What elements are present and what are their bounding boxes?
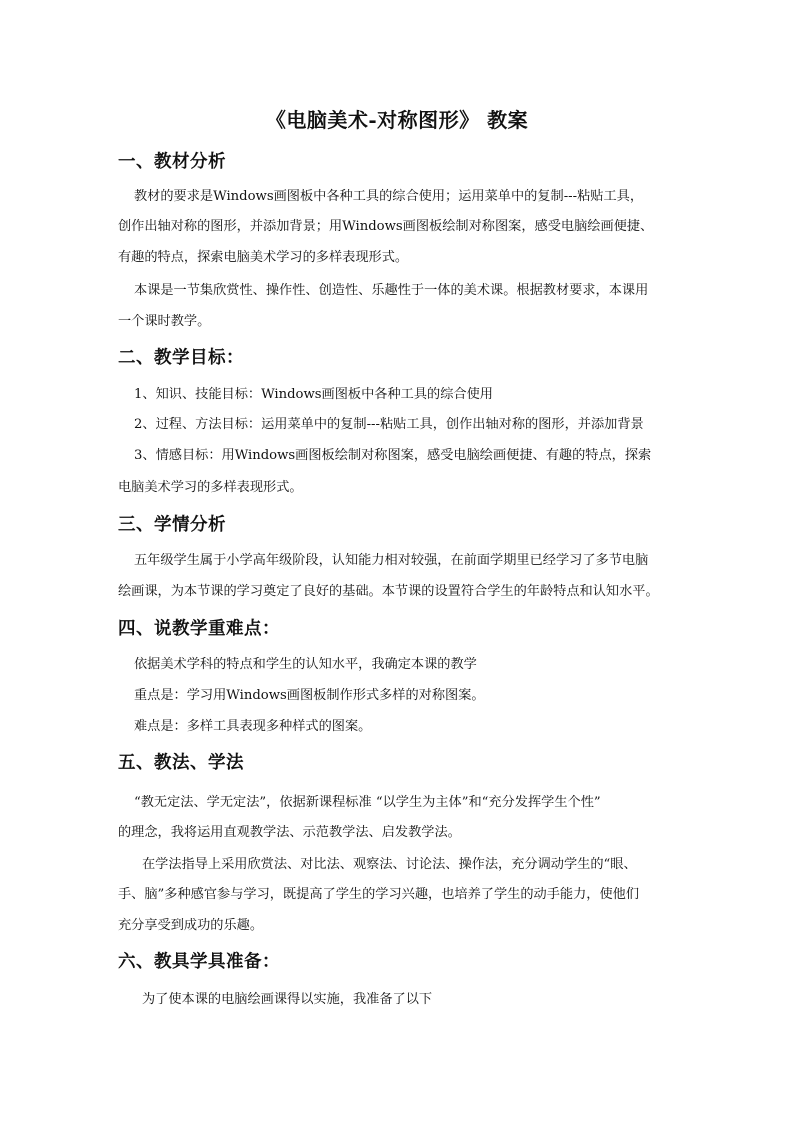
paragraph-line: 有趣的特点，探索电脑美术学习的多样表现形式。 — [118, 250, 409, 265]
section-heading-6: 六、教具学具准备： — [118, 952, 280, 972]
paragraph-line: 五年级学生属于小学高年级阶段，认知能力相对较强，在前面学期里已经学习了多节电脑 — [134, 553, 649, 568]
section-heading-5: 五、教法、学法 — [118, 753, 244, 773]
paragraph-line: 难点是：多样工具表现多种样式的图案。 — [134, 719, 372, 734]
paragraph-line: 为了使本课的电脑绘画课得以实施，我准备了以下 — [142, 992, 433, 1007]
document-title: 《电脑美术-对称图形》 教案 — [265, 108, 529, 132]
paragraph-line: 在学法指导上采用欣赏法、对比法、观察法、讨论法、操作法，充分调动学生的“眼、 — [142, 857, 637, 872]
paragraph-line: 创作出轴对称的图形，并添加背景；用Windows画图板绘制对称图案，感受电脑绘画便捷、 — [118, 219, 654, 234]
section-heading-3: 三、学情分析 — [118, 515, 226, 535]
paragraph-line: 重点是：学习用Windows画图板制作形式多样的对称图案。 — [134, 688, 485, 703]
paragraph-line: 依据美术学科的特点和学生的认知水平，我确定本课的教学 — [134, 657, 477, 672]
paragraph-line: 电脑美术学习的多样表现形式。 — [118, 480, 303, 495]
paragraph-line: “教无定法、学无定法”，依据新课程标准 “以学生为主体”和“充分发挥学生个性” — [134, 795, 601, 810]
paragraph-line: 充分享受到成功的乐趣。 — [118, 918, 264, 933]
paragraph-line: 的理念，我将运用直观教学法、示范教学法、启发教学法。 — [118, 825, 461, 840]
paragraph-line: 教材的要求是Windows画图板中各种工具的综合使用；运用菜单中的复制---粘贴工具， — [134, 189, 644, 204]
section-heading-1: 一、教材分析 — [118, 152, 226, 172]
paragraph-line: 本课是一节集欣赏性、操作性、创造性、乐趣性于一体的美术课。根据教材要求，本课用 — [134, 283, 649, 298]
section-heading-2: 二、教学目标： — [118, 348, 244, 368]
paragraph-line: 1、知识、技能目标：Windows画图板中各种工具的综合使用 — [134, 387, 493, 402]
paragraph-line: 3、情感目标：用Windows画图板绘制对称图案，感受电脑绘画便捷、有趣的特点，探索 — [134, 448, 652, 463]
paragraph-line: 绘画课，为本节课的学习奠定了良好的基础。本节课的设置符合学生的年龄特点和认知水平。 — [118, 584, 659, 599]
paragraph-line: 手、脑”多种感官参与学习，既提高了学生的学习兴趣，也培养了学生的动手能力，使他们 — [118, 887, 640, 902]
paragraph-line: 一个课时教学。 — [118, 314, 211, 329]
paragraph-line: 2、过程、方法目标：运用菜单中的复制---粘贴工具，创作出轴对称的图形，并添加背景 — [134, 417, 644, 432]
section-heading-4: 四、说教学重难点： — [118, 619, 280, 639]
